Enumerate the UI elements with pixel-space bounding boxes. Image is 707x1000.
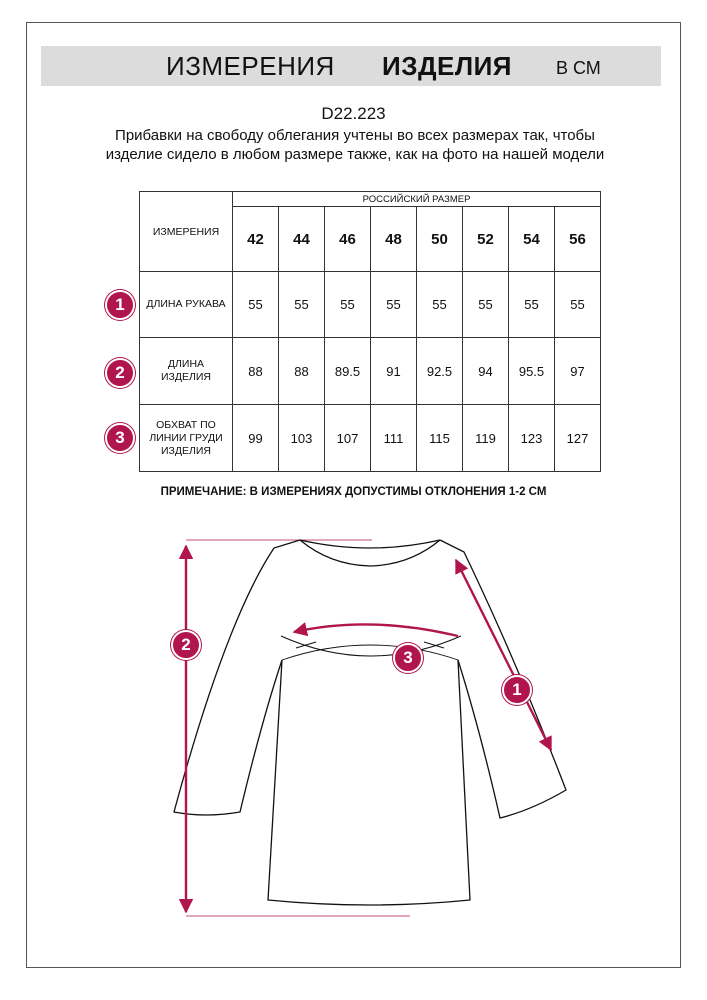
size-header: 52 (463, 207, 509, 272)
table-cell: 107 (325, 405, 371, 472)
table-cell: 55 (417, 272, 463, 338)
sleeve-length-arrow (456, 560, 551, 750)
table-cell: 103 (279, 405, 325, 472)
row-label-garment-length (140, 338, 233, 405)
header-unit: В СМ (556, 58, 601, 78)
table-cell: 55 (555, 272, 601, 338)
chest-girth-arrow (294, 624, 458, 636)
size-header: 56 (555, 207, 601, 272)
table-cell: 123 (509, 405, 555, 472)
header-title-measurements: ИЗМЕРЕНИЯ (166, 51, 335, 81)
table-cell: 55 (325, 272, 371, 338)
size-header: 44 (279, 207, 325, 272)
table-cell: 89.5 (325, 338, 371, 405)
table-cell: 94 (463, 338, 509, 405)
header-title-garment: ИЗДЕЛИЯ (382, 51, 512, 81)
size-header: 50 (417, 207, 463, 272)
diagram-marker-length: 2 (171, 630, 201, 660)
size-header: 48 (371, 207, 417, 272)
size-header: 46 (325, 207, 371, 272)
table-cell: 92.5 (417, 338, 463, 405)
diagram-marker-sleeve: 1 (502, 675, 532, 705)
table-cell: 55 (279, 272, 325, 338)
table-cell: 55 (463, 272, 509, 338)
table-cell: 119 (463, 405, 509, 472)
fit-description: Прибавки на свободу облегания учтены во всех размерах так, чтобы изделие сидело в любом размере также, как на фото на нашей модели (105, 127, 605, 163)
size-header: 54 (509, 207, 555, 272)
table-cell: 88 (233, 338, 279, 405)
table-row (140, 338, 601, 405)
table-cell: 55 (233, 272, 279, 338)
row-label-sleeve-length: ДЛИНА РУКАВА (140, 272, 233, 338)
row-number-badge: 3 (105, 423, 135, 453)
table-cell: 99 (233, 405, 279, 472)
size-table (139, 191, 601, 472)
table-row (140, 272, 601, 338)
size-group-label: РОССИЙСКИЙ РАЗМЕР (233, 192, 601, 207)
table-cell: 127 (555, 405, 601, 472)
tunic-outline (174, 540, 566, 905)
table-row (140, 405, 601, 472)
model-code: D22.223 (321, 104, 386, 123)
row-number-badge: 1 (105, 290, 135, 320)
table-cell: 91 (371, 338, 417, 405)
table-cell: 95.5 (509, 338, 555, 405)
table-cell: 115 (417, 405, 463, 472)
table-cell: 55 (509, 272, 555, 338)
tolerance-note: ПРИМЕЧАНИЕ: В ИЗМЕРЕНИЯХ ДОПУСТИМЫ ОТКЛОНЕНИЯ 1-2 СМ (160, 486, 547, 498)
row-label-text: ОБХВАТ ПО ЛИНИИ ГРУДИ ИЗДЕЛИЯ (149, 418, 223, 457)
table-cell: 88 (279, 338, 325, 405)
garment-diagram (0, 520, 707, 940)
row-label-chest-girth (140, 405, 233, 472)
size-header: 42 (233, 207, 279, 272)
table-cell: 97 (555, 338, 601, 405)
table-cell: 111 (371, 405, 417, 472)
diagram-marker-chest: 3 (393, 643, 423, 673)
corner-label: ИЗМЕРЕНИЯ (140, 192, 233, 272)
table-cell: 55 (371, 272, 417, 338)
row-label-text: ДЛИНА ИЗДЕЛИЯ (160, 358, 212, 383)
row-number-badge: 2 (105, 358, 135, 388)
